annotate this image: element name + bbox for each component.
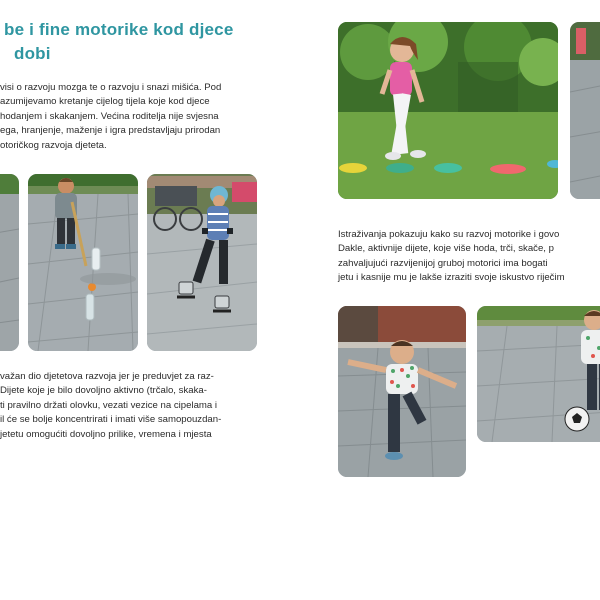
- photo-child-rollerblading: [147, 174, 257, 351]
- text-line: jetu i kasnije mu je lakše izraziti svoje iskustvo riječim: [338, 272, 565, 284]
- photo-cropped-right-top: [570, 22, 600, 199]
- title-line-2: dobi: [14, 44, 51, 63]
- text-line: hodanjem i skakanjem. Većina roditelja nije svjesna: [0, 110, 219, 122]
- text-line: Dakle, aktivnije dijete, koje više hoda, trči, skače, p: [338, 243, 554, 255]
- text-line: zahvaljujući razvijenijoj gruboj motorici ima bogati: [338, 257, 548, 269]
- text-line: važan dio djetetova razvoja jer je preduvjet za raz-: [0, 371, 214, 382]
- text-line: otoričkog razvoja djeteta.: [0, 139, 107, 151]
- photo-cropped-left: [0, 174, 19, 351]
- text-line: il će se bolje koncentrirati i imati više samopouzdan-: [0, 414, 222, 426]
- text-line: visi o razvoju mozga te o razvoju i snazi mišića. Pod: [0, 82, 222, 93]
- development-paragraph: [0, 370, 258, 442]
- text-line: ti pravilno držati olovku, vezati vezice na cipelama i: [0, 399, 218, 411]
- photo-boy-with-ball: [477, 306, 600, 442]
- photo-girl-on-grass: [338, 22, 558, 199]
- text-line: ega, hranjenje, maženje i igra predstavljaju prirodan: [0, 125, 221, 137]
- text-line: Dijete koje je bilo dovoljno aktivno (trčalo, skaka-: [0, 385, 207, 397]
- photo-boy-balancing: [338, 306, 466, 477]
- text-line: azumijevamo kretanje cijelog tijela koje kod djece: [0, 96, 210, 108]
- title-line-1: be i fine motorike kod djece: [4, 20, 234, 39]
- intro-paragraph: [0, 81, 258, 153]
- photo-child-with-stick: [28, 174, 138, 351]
- text-line: Istraživanja pokazuju kako su razvoj motorike i govo: [338, 229, 560, 240]
- text-line: jetetu omogućiti dovoljno prilike, vremena i mjesta: [0, 428, 212, 440]
- research-paragraph: [338, 228, 600, 286]
